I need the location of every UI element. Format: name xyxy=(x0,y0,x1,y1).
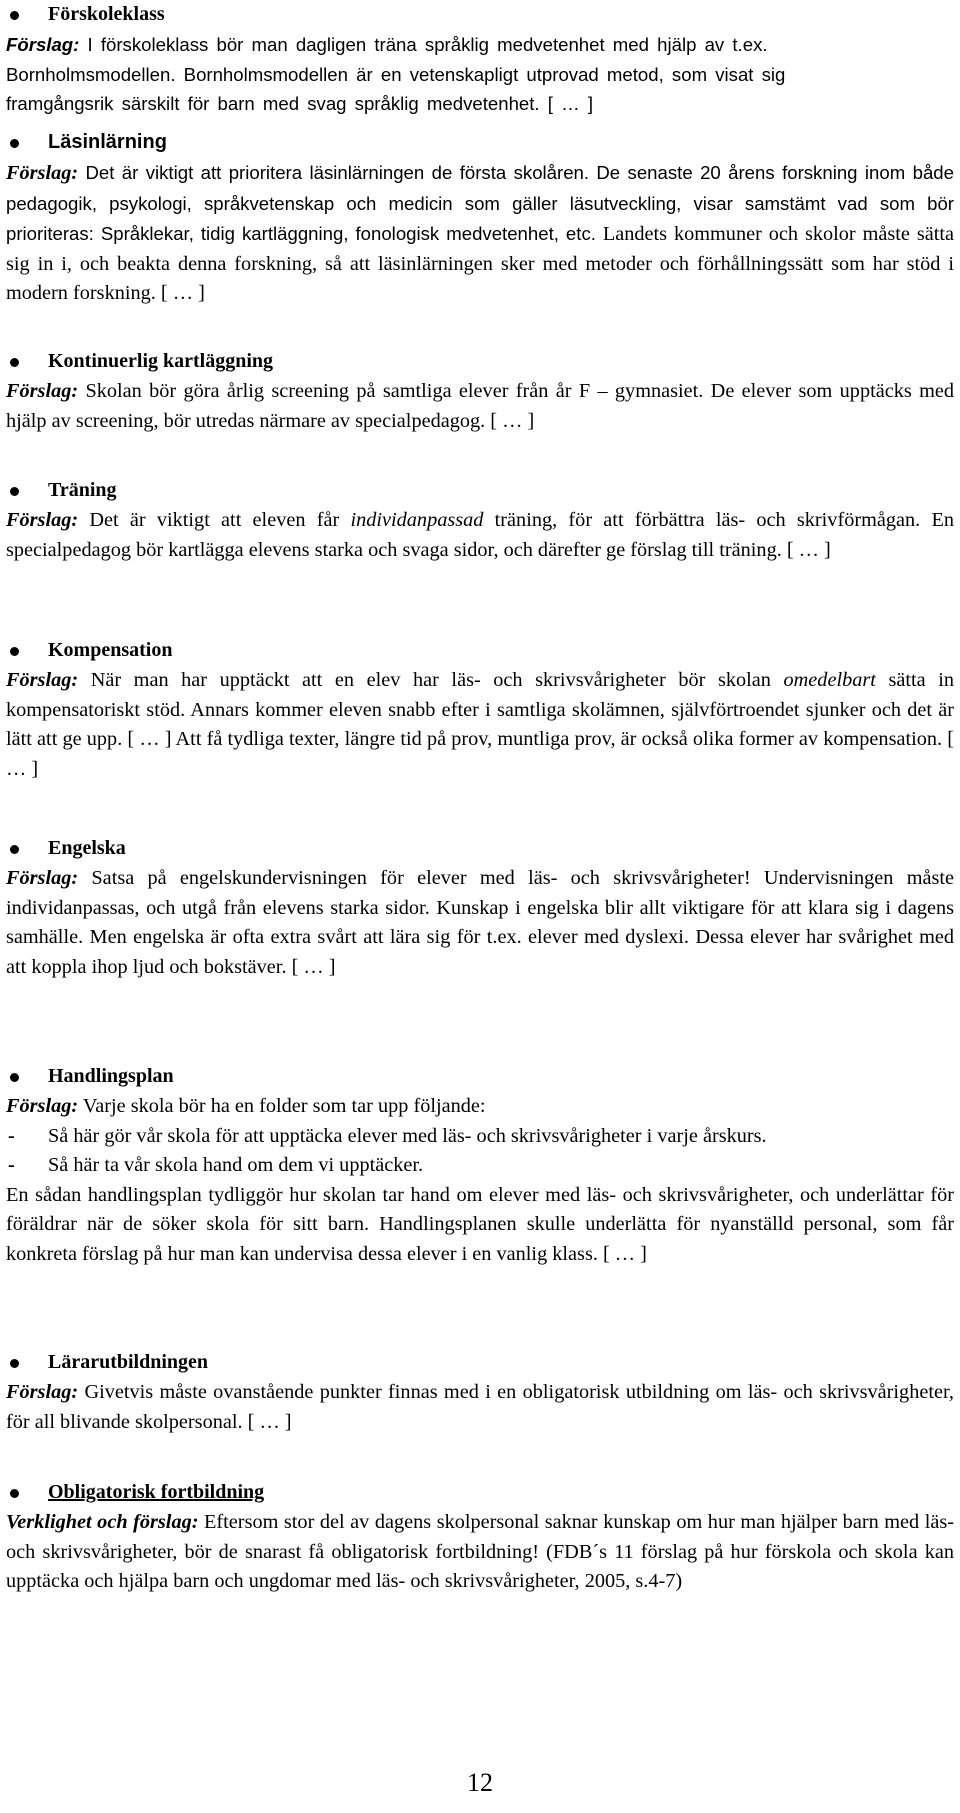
section-title: Kompensation xyxy=(48,639,173,661)
body-text: sätta in kompensatoriskt stöd. Annars kommer eleven snabb efter i samtliga skolämnen, självförtroendet sjunker och det är lätt att ge upp. [ … ] Att få tydliga texter, längre tid på prov, muntliga prov, är också olika former av kompensation. [ … ] xyxy=(6,669,954,780)
proposal-label: Förslag: xyxy=(6,509,79,531)
proposal-label: Förslag: xyxy=(6,380,79,402)
body-text: När man har upptäckt att en elev har läs- och skrivsvårigheter bör skolan xyxy=(90,669,771,691)
body-text: Eftersom stor del av dagens skolpersonal saknar kunskap om hur man hjälper barn med läs- och skrivsvårigheter, bör de snarast få obligatorisk fortbildning! (FDB´s 11 förslag på hur förskola och skola kan upptäcka och hjälpa barn och ungdomar med läs- och skrivsvårigheter, 2005, s.4-7) xyxy=(6,1511,954,1593)
list-item xyxy=(6,1151,954,1181)
list-item xyxy=(6,1122,954,1152)
dash-marker: - xyxy=(8,1124,15,1147)
bullet-icon xyxy=(10,845,19,854)
section-title: Läsinlärning xyxy=(48,131,167,153)
section-title: Förskoleklass xyxy=(48,3,165,25)
section-title: Träning xyxy=(48,479,117,501)
bullet-icon xyxy=(10,1489,19,1498)
section-header xyxy=(6,347,954,377)
body-text-sans: De senaste 20 årens forskning inom både pedagogik, psykologi, språkvetenskap och medicin som gäller läsutveckling, visar samstämt vad som bör prioriteras: Språklekar, tidig kartläggning, fonologisk medvetenhet, etc. xyxy=(6,162,954,245)
section-header xyxy=(6,1348,954,1378)
section-header xyxy=(6,476,954,506)
section-kontinuerlig-kartlaggning xyxy=(6,347,954,436)
bullet-icon xyxy=(10,11,19,20)
body-text: En sådan handlingsplan tydliggör hur skolan tar hand om elever med läs- och skrivsvårigheter, och underlättar för föräldrar när de söker skola för sitt barn. Handlingsplanen skulle underlätta för nyanställd personal, som får konkreta förslag på hur man kan undervisa dessa elever i en vanlig klass. [ … ] xyxy=(6,1183,954,1265)
section-header xyxy=(6,1062,954,1092)
bullet-icon xyxy=(10,1359,19,1368)
section-body xyxy=(6,377,954,436)
section-body xyxy=(6,1092,954,1122)
body-text: Varje skola bör ha en folder som tar upp följande: xyxy=(82,1095,486,1117)
section-header xyxy=(6,128,954,158)
list-item-text: Så här ta vår skola hand om dem vi upptäcker. xyxy=(48,1154,424,1177)
proposal-label: Förslag: xyxy=(6,1381,79,1403)
section-lasinlarning xyxy=(6,128,954,309)
body-line: Bornholmsmodellen. Bornholmsmodellen är en vetenskapligt utprovad metod, som visat sig xyxy=(6,63,786,85)
bullet-icon xyxy=(10,358,19,367)
section-handlingsplan xyxy=(6,1062,954,1270)
section-title: Handlingsplan xyxy=(48,1065,174,1087)
section-forskoleklass xyxy=(6,0,954,119)
section-body xyxy=(6,1181,954,1270)
proposal-label: Förslag: xyxy=(6,669,79,691)
section-title: Engelska xyxy=(48,837,126,859)
proposal-label: Förslag: xyxy=(6,1095,79,1117)
dash-marker: - xyxy=(8,1154,15,1177)
proposal-label: Verklighet och förslag: xyxy=(6,1511,199,1533)
body-text-sans: Det är viktigt att prioritera läsinlärningen de första skolåren. xyxy=(85,162,590,183)
section-title: Lärarutbildningen xyxy=(48,1351,209,1373)
section-header xyxy=(6,1478,954,1508)
list-item-text: Så här gör vår skola för att upptäcka elever med läs- och skrivsvårigheter i varje årskurs. xyxy=(48,1124,767,1147)
section-body xyxy=(6,506,954,565)
body-text: Skolan bör göra årlig screening på samtliga elever från år F – gymnasiet. De elever som upptäcks med hjälp av screening, bör utredas närmare av specialpedagog. [ … ] xyxy=(6,380,955,432)
bullet-icon xyxy=(10,1073,19,1082)
section-body xyxy=(6,30,954,119)
section-body xyxy=(6,158,954,309)
body-text: Landets kommuner och skolor måste sätta sig in i, och beakta denna forskning, så att läsinlärningen sker med metoder och förhållningssätt som har stöd i modern forskning. [ … ] xyxy=(6,223,954,305)
section-title: Kontinuerlig kartläggning xyxy=(48,350,274,372)
section-header xyxy=(6,636,954,666)
section-body xyxy=(6,666,954,784)
body-line: framgångsrik särskilt för barn med svag språklig medvetenhet. [ … ] xyxy=(6,93,594,115)
section-body xyxy=(6,1508,954,1597)
bullet-icon xyxy=(10,647,19,656)
section-body xyxy=(6,1378,954,1437)
section-lararutbildningen xyxy=(6,1348,954,1437)
section-title: Obligatorisk fortbildning xyxy=(48,1481,265,1503)
section-kompensation xyxy=(6,636,954,784)
body-text: Givetvis måste ovanstående punkter finnas med i en obligatorisk utbildning om läs- och skrivsvårigheter, för all blivande skolpersonal. [ … ] xyxy=(6,1381,954,1433)
bullet-icon xyxy=(10,139,19,148)
body-text: Satsa på engelskundervisningen för elever med läs- och skrivsvårigheter! Undervisningen måste individanpassas, och utgå från elevens starka sidor. Kunskap i engelska blir allt viktigare för att klara sig i dagens samhälle. Men engelska är ofta extra svårt att lära sig för t.ex. elever med dyslexi. Dessa elever har svårighet med att koppla ihop ljud och bokstäver. [ … ] xyxy=(6,867,954,978)
section-header xyxy=(6,834,954,864)
body-line: I förskoleklass bör man dagligen träna språklig medvetenhet med hjälp av t.ex. xyxy=(87,34,768,55)
section-obligatorisk-fortbildning xyxy=(6,1478,954,1597)
proposal-label: Förslag: xyxy=(6,162,79,184)
section-engelska xyxy=(6,834,954,982)
section-header xyxy=(6,0,954,30)
body-text: Det är viktigt att eleven får xyxy=(89,509,340,531)
proposal-label: Förslag: xyxy=(6,867,79,889)
section-body xyxy=(6,864,954,982)
emphasis-text: omedelbart xyxy=(783,669,876,691)
proposal-label: Förslag: xyxy=(6,34,80,55)
page-number: 12 xyxy=(467,1768,493,1797)
section-traning xyxy=(6,476,954,565)
body-text: träning, för att förbättra läs- och skrivförmågan. En specialpedagog bör kartlägga elevens starka och svaga sidor, och därefter ge förslag till träning. [ … ] xyxy=(6,509,954,561)
emphasis-text: individanpassad xyxy=(350,509,484,531)
bullet-icon xyxy=(10,487,19,496)
